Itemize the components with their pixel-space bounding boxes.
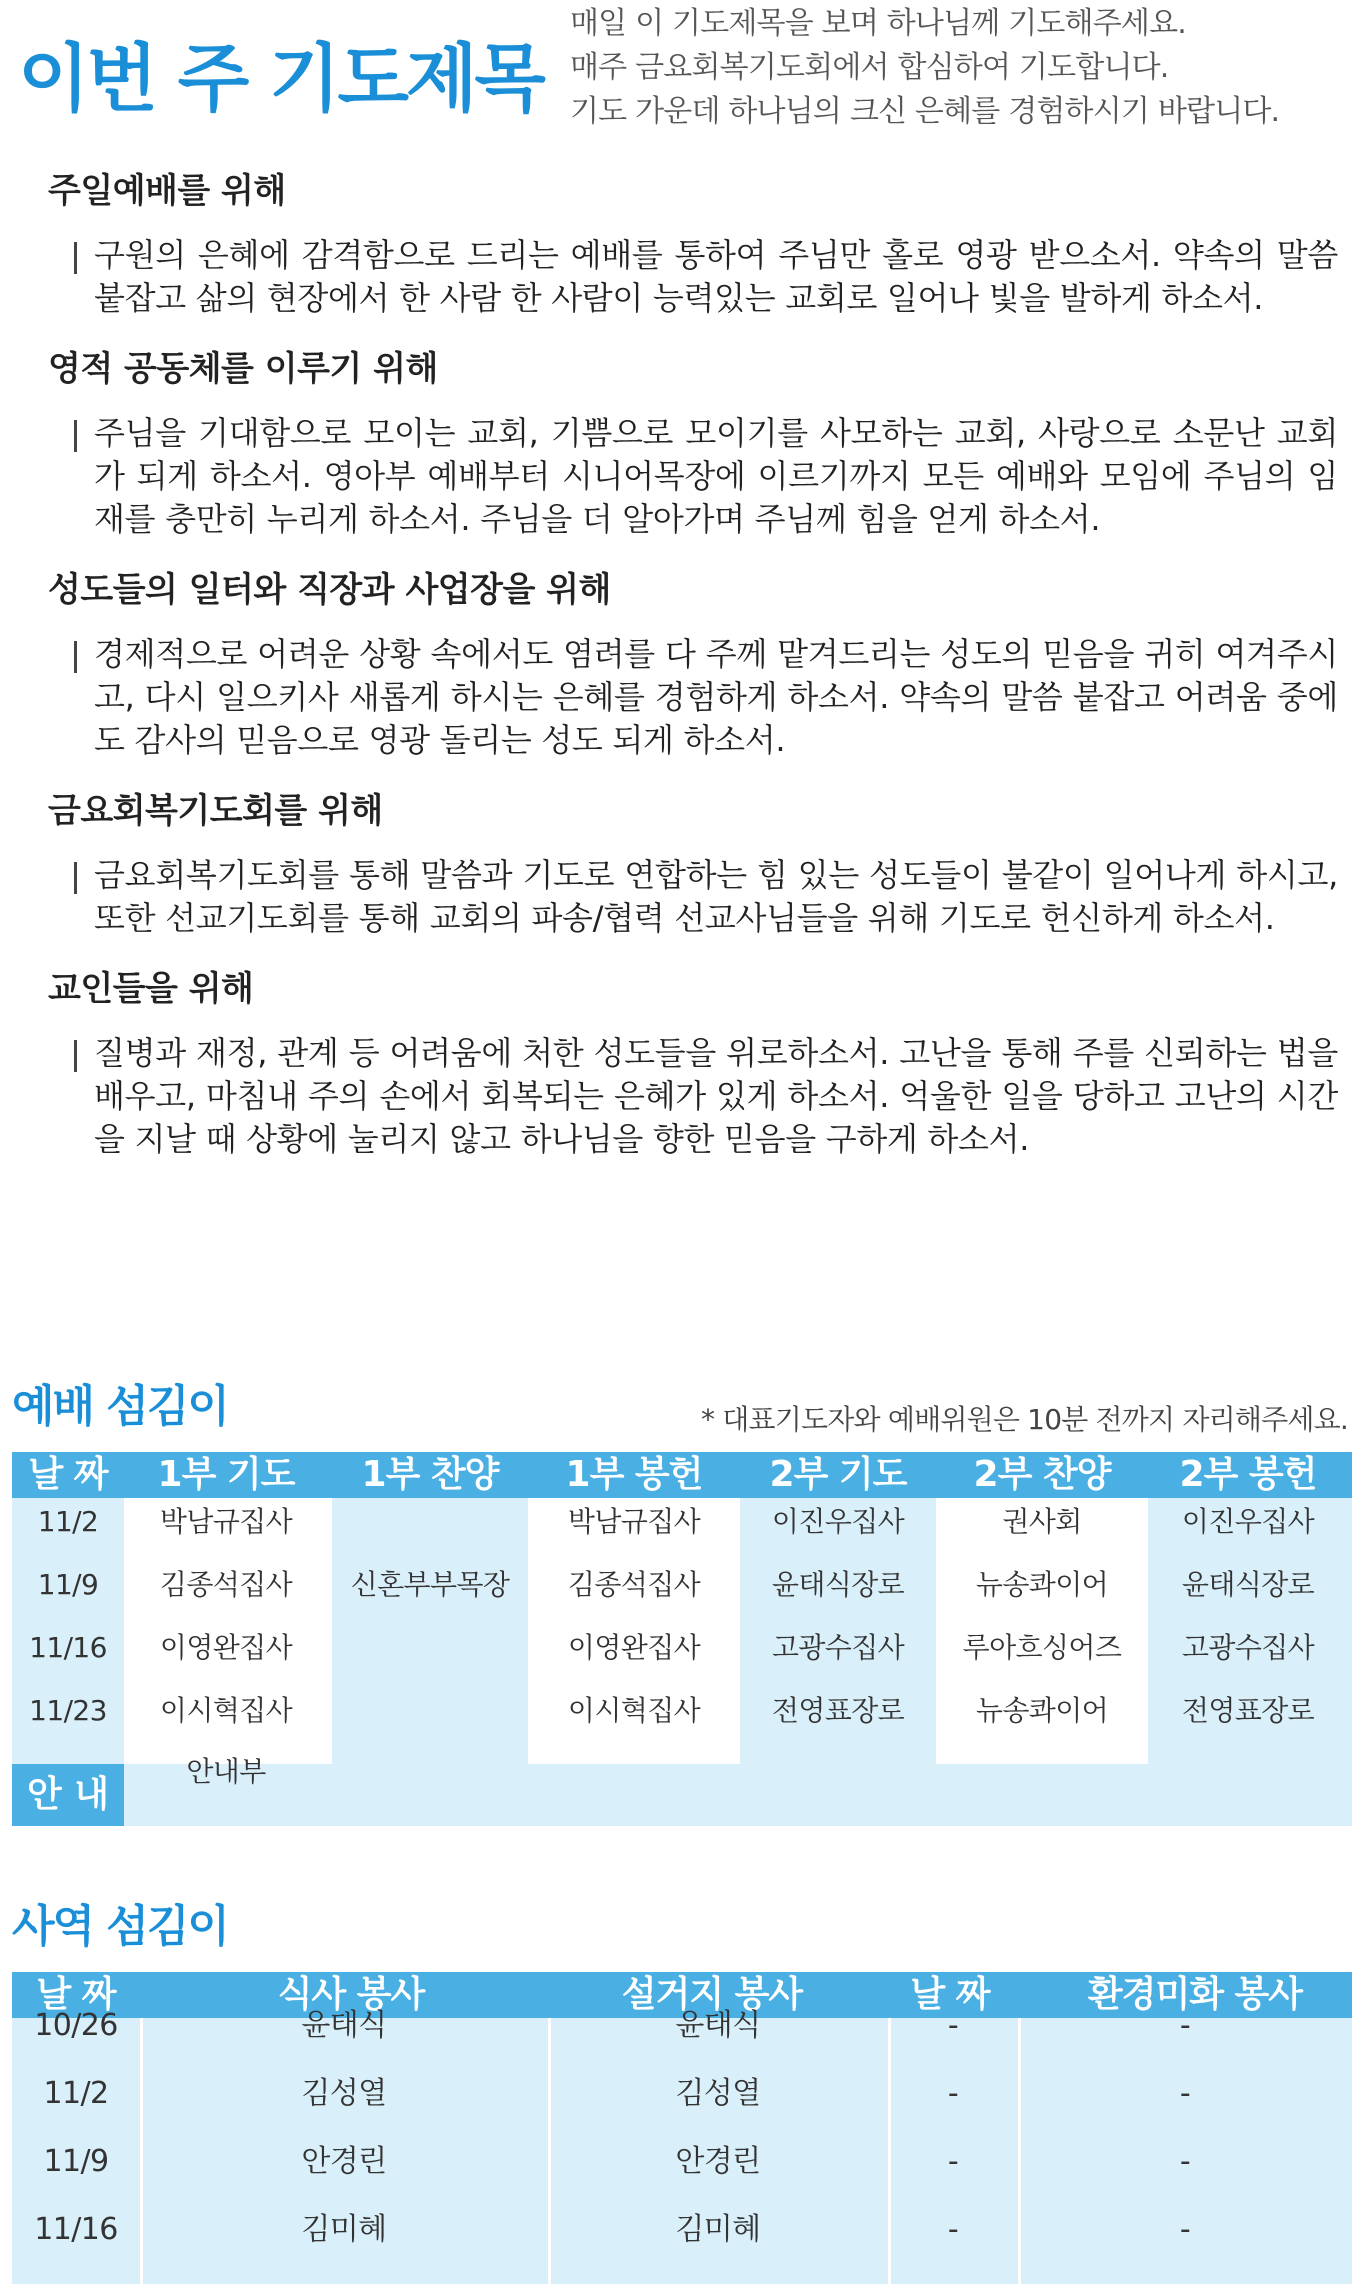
column-header: 환경미화 봉사 bbox=[1087, 1974, 1303, 2015]
prayer-section bbox=[48, 166, 1338, 320]
page-title: 이번 주 기도제목 bbox=[18, 36, 543, 122]
intro-text bbox=[570, 2, 1360, 134]
prayer-text: 경제적으로 어려운 상황 속에서도 염려를 다 주께 맡겨드리는 성도의 믿음을 귀히 여겨주시고, 다시 일으키사 새롭게 하시는 은혜를 경험하게 하소서. 약속의 말씀 붙잡고 어려움 중에도 감사의 믿음으로 영광 돌리는 성도 되게 하소서. bbox=[94, 635, 1338, 759]
service-heading: 사역 섬김이 bbox=[12, 1901, 228, 1952]
table-cell: 윤태식장로 bbox=[771, 1568, 905, 1601]
table-cell: 뉴송콰이어 bbox=[975, 1694, 1109, 1727]
guide-label: 안 내 bbox=[12, 1764, 124, 1826]
table-cell: 박남규집사 bbox=[159, 1505, 293, 1538]
column-header: 2부 봉헌 bbox=[1179, 1454, 1317, 1495]
table-cell: 11/23 bbox=[29, 1694, 107, 1727]
table-cell: 루아흐싱어즈 bbox=[962, 1631, 1122, 1664]
table-cell: 윤태식 bbox=[301, 2008, 387, 2043]
prayer-section bbox=[48, 565, 1338, 762]
table-cell: 김성열 bbox=[301, 2076, 387, 2111]
table-cell: - bbox=[947, 2212, 959, 2247]
service-table bbox=[12, 1972, 1352, 2284]
prayer-section bbox=[48, 786, 1338, 940]
column-header: 날 짜 bbox=[36, 1974, 116, 2015]
table-cell: 뉴송콰이어 bbox=[975, 1568, 1109, 1601]
table-cell: 11/16 bbox=[34, 2212, 118, 2247]
prayer-heading: 교인들을 위해 bbox=[48, 969, 254, 1009]
column-header: 1부 찬양 bbox=[361, 1454, 499, 1495]
table-cell: 이진우집사 bbox=[771, 1505, 905, 1538]
intro-line: 매주 금요회복기도회에서 합심하여 기도합니다. bbox=[570, 50, 1169, 85]
bullet-bar bbox=[74, 862, 77, 894]
bullet-bar bbox=[74, 641, 77, 673]
table-cell: 김종석집사 bbox=[567, 1568, 701, 1601]
table-cell: 김종석집사 bbox=[159, 1568, 293, 1601]
table-cell: 10/26 bbox=[34, 2008, 118, 2043]
bullet-bar bbox=[74, 1040, 77, 1072]
table-cell: - bbox=[947, 2076, 959, 2111]
bullet-bar bbox=[74, 420, 77, 452]
prayer-text: 구원의 은혜에 감격함으로 드리는 예배를 통하여 주님만 홀로 영광 받으소서. 약속의 말씀 붙잡고 삶의 현장에서 한 사람 한 사람이 능력있는 교회로 일어나 빛을 발하게 하소서. bbox=[94, 236, 1338, 317]
table-cell: 이시혁집사 bbox=[159, 1694, 293, 1727]
prayer-text: 금요회복기도회를 통해 말씀과 기도로 연합하는 힘 있는 성도들이 불같이 일어나게 하시고, 또한 선교기도회를 통해 교회의 파송/협력 선교사님들을 위해 기도로 헌신하게 하소서. bbox=[94, 856, 1338, 937]
table-cell: 이영완집사 bbox=[567, 1631, 701, 1664]
table-cell: 11/9 bbox=[37, 1568, 99, 1601]
table-cell: 이영완집사 bbox=[159, 1631, 293, 1664]
intro-line: 기도 가운데 하나님의 크신 은혜를 경험하시기 바랍니다. bbox=[570, 94, 1280, 129]
worship-table bbox=[12, 1452, 1352, 1826]
column-header: 1부 봉헌 bbox=[565, 1454, 703, 1495]
prayer-body bbox=[48, 412, 1338, 541]
prayer-text: 주님을 기대함으로 모이는 교회, 기쁨으로 모이기를 사모하는 교회, 사랑으로 소문난 교회가 되게 하소서. 영아부 예배부터 시니어목장에 이르기까지 모든 예배와 모임에 주님의 임재를 충만히 누리게 하소서. 주님을 더 알아가며 주님께 힘을 얻게 하소서. bbox=[94, 414, 1338, 538]
column-shade bbox=[332, 1498, 528, 1764]
prayer-heading: 주일예배를 위해 bbox=[48, 171, 286, 211]
table-cell: - bbox=[1179, 2144, 1191, 2179]
prayer-section bbox=[48, 964, 1338, 1161]
table-cell: 11/16 bbox=[29, 1631, 107, 1664]
table-cell: 안내부 bbox=[186, 1755, 266, 1788]
prayer-body bbox=[48, 234, 1338, 320]
table-header bbox=[12, 1452, 1352, 1498]
table-cell: - bbox=[947, 2144, 959, 2179]
table-cell: 권사회 bbox=[1002, 1505, 1082, 1538]
intro-line: 매일 이 기도제목을 보며 하나님께 기도해주세요. bbox=[570, 6, 1187, 41]
table-cell: 김미혜 bbox=[675, 2212, 761, 2247]
table-cell: 11/2 bbox=[43, 2076, 109, 2111]
prayer-text: 질병과 재정, 관계 등 어려움에 처한 성도들을 위로하소서. 고난을 통해 주를 신뢰하는 법을 배우고, 마침내 주의 손에서 회복되는 은혜가 있게 하소서. 억울한 일을 당하고 고난의 시간을 지날 때 상황에 눌리지 않고 하나님을 향한 믿음을 구하게 하소서. bbox=[94, 1034, 1338, 1158]
table-cell: 전영표장로 bbox=[1181, 1694, 1315, 1727]
table-cell: 박남규집사 bbox=[567, 1505, 701, 1538]
table-cell: - bbox=[947, 2008, 959, 2043]
table-cell: 윤태식장로 bbox=[1181, 1568, 1315, 1601]
table-cell: 11/2 bbox=[37, 1505, 99, 1538]
table-cell: - bbox=[1179, 2008, 1191, 2043]
table-cell: 고광수집사 bbox=[771, 1631, 905, 1664]
table-cell: 전영표장로 bbox=[771, 1694, 905, 1727]
prayer-section bbox=[48, 344, 1338, 541]
table-cell: - bbox=[1179, 2212, 1191, 2247]
column-header: 1부 기도 bbox=[157, 1454, 295, 1495]
worship-heading: 예배 섬김이 bbox=[12, 1381, 228, 1432]
column-header: 2부 찬양 bbox=[973, 1454, 1111, 1495]
worship-note: * 대표기도자와 예배위원은 10분 전까지 자리해주세요. bbox=[700, 1403, 1348, 1436]
table-cell: 김성열 bbox=[675, 2076, 761, 2111]
prayer-list bbox=[48, 166, 1338, 1185]
table-cell: 이진우집사 bbox=[1181, 1505, 1315, 1538]
table-cell: 신혼부부목장 bbox=[350, 1568, 510, 1601]
prayer-heading: 성도들의 일터와 직장과 사업장을 위해 bbox=[48, 570, 611, 610]
table-cell: 11/9 bbox=[43, 2144, 109, 2179]
table-cell: - bbox=[1179, 2076, 1191, 2111]
column-header: 2부 기도 bbox=[769, 1454, 907, 1495]
table-cell: 안경린 bbox=[675, 2144, 761, 2179]
prayer-body bbox=[48, 1032, 1338, 1161]
prayer-heading: 금요회복기도회를 위해 bbox=[48, 791, 383, 831]
bullet-bar bbox=[74, 242, 77, 274]
table-cell: 고광수집사 bbox=[1181, 1631, 1315, 1664]
prayer-body bbox=[48, 854, 1338, 940]
table-cell: 김미혜 bbox=[301, 2212, 387, 2247]
table-cell: 안경린 bbox=[301, 2144, 387, 2179]
prayer-heading: 영적 공동체를 이루기 위해 bbox=[48, 349, 438, 389]
column-header: 설거지 봉사 bbox=[621, 1974, 803, 2015]
column-header: 식사 봉사 bbox=[277, 1974, 425, 2015]
column-header: 날 짜 bbox=[28, 1454, 108, 1495]
prayer-body bbox=[48, 633, 1338, 762]
table-cell: 이시혁집사 bbox=[567, 1694, 701, 1727]
column-header: 날 짜 bbox=[910, 1974, 990, 2015]
table-cell: 윤태식 bbox=[675, 2008, 761, 2043]
